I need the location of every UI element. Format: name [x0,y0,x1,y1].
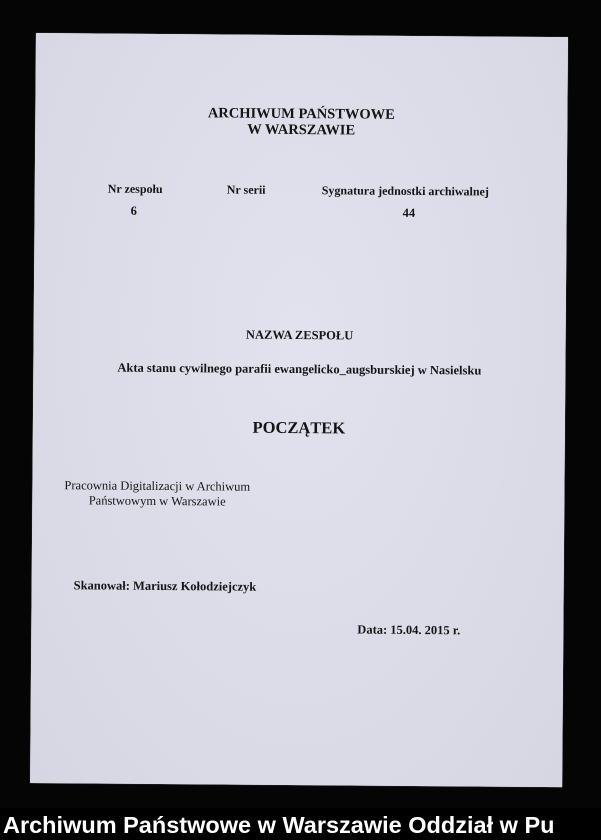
lab-name-line1: Pracownia Digitalizacji w Archiwum [64,478,251,494]
archive-title-line1: ARCHIWUM PAŃSTWOWE [207,105,395,123]
footer-watermark-bar [0,808,601,840]
sygnatura-label: Sygnatura jednostki archiwalnej [321,183,489,199]
archive-title [35,104,567,140]
sygnatura-value: 44 [402,205,416,220]
lab-name-line2: Państwowym w Warszawie [88,493,226,509]
nr-zespolu-label: Nr zespołu [107,181,163,196]
lab-name [64,478,250,509]
collection-name: Akta stanu cywilnego parafii ewangelicko_augsburskiej w Nasielsku [117,360,482,378]
nr-serii-label: Nr serii [226,182,266,197]
scanned-by: Skanował: Mariusz Kołodziejczyk [73,578,257,594]
scan-date: Data: 15.04. 2015 r. [357,622,461,638]
footer-watermark-text: Archiwum Państwowe w Warszawie Oddział w Pu [3,812,555,838]
section-heading: NAZWA ZESPOŁU [245,327,354,343]
nr-zespolu-value: 6 [130,203,137,218]
archive-title-line2: W WARSZAWIE [247,121,356,139]
scanned-document-page [30,33,568,787]
begin-marker: POCZĄTEK [252,417,346,438]
